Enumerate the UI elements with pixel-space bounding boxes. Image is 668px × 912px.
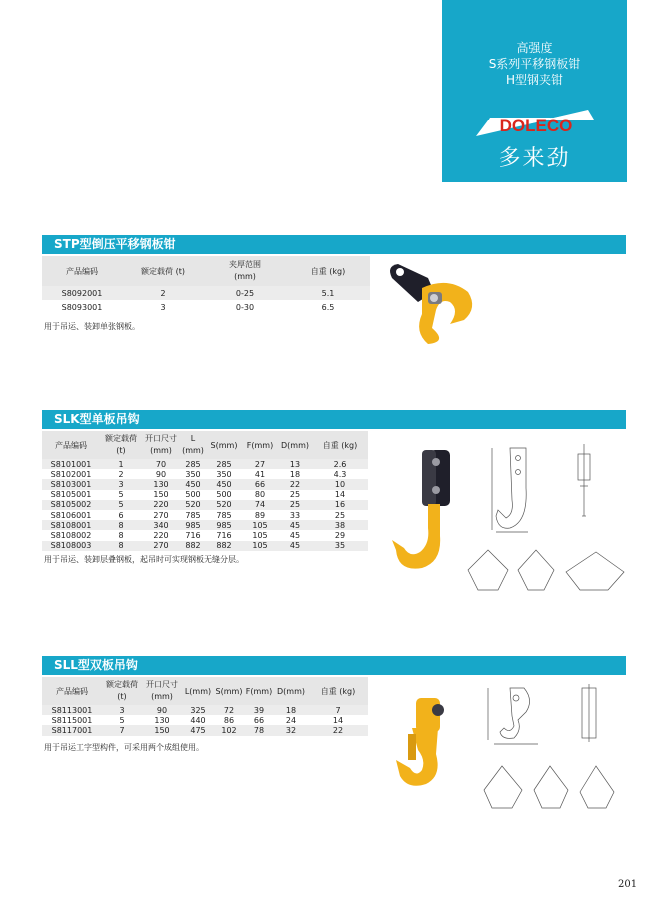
- col-header: 产品编码: [42, 256, 122, 286]
- cell: 90: [142, 705, 182, 715]
- col-header: S(mm): [206, 431, 242, 459]
- cell: 8: [100, 520, 142, 530]
- cell: 716: [180, 530, 206, 540]
- col-header: F(mm): [244, 677, 274, 705]
- cell: 16: [312, 500, 368, 510]
- cell: 150: [142, 490, 180, 500]
- col-header: 自重 (kg): [312, 431, 368, 459]
- table-row: [42, 479, 368, 489]
- col-header: D(mm): [274, 677, 308, 705]
- cell: 14: [312, 490, 368, 500]
- cell: 325: [182, 705, 214, 715]
- cell: 78: [244, 725, 274, 735]
- table-row: [42, 510, 368, 520]
- cell: S8115001: [42, 715, 102, 725]
- cell: 66: [244, 715, 274, 725]
- col-header: 夹厚范围 (mm): [204, 256, 286, 286]
- slk-note: 用于吊运、装卸层叠钢板，起吊时可实现钢板无缝分层。: [44, 555, 244, 564]
- cell: 8: [100, 530, 142, 540]
- cell: 520: [206, 500, 242, 510]
- cell: 985: [206, 520, 242, 530]
- cell: 0-30: [204, 300, 286, 314]
- cell: 5: [100, 490, 142, 500]
- cell: 350: [206, 469, 242, 479]
- cell: 130: [142, 479, 180, 489]
- cell: 3: [100, 479, 142, 489]
- cell: 785: [206, 510, 242, 520]
- stp-clamp-photo: [388, 258, 498, 348]
- cell: 150: [142, 725, 182, 735]
- col-header: 开口尺寸 (mm): [142, 431, 180, 459]
- cell: 18: [274, 705, 308, 715]
- cell: 7: [308, 705, 368, 715]
- cell: 35: [312, 541, 368, 551]
- cell: 450: [206, 479, 242, 489]
- cell: 38: [312, 520, 368, 530]
- cell: 5: [102, 715, 142, 725]
- cell: S8108003: [42, 541, 100, 551]
- col-header: F(mm): [242, 431, 278, 459]
- header-line-2: S系列平移钢板钳: [488, 57, 581, 71]
- cell: 270: [142, 510, 180, 520]
- cell: 3: [122, 300, 204, 314]
- cell: 33: [278, 510, 312, 520]
- cell: 45: [278, 541, 312, 551]
- cell: S8103001: [42, 479, 100, 489]
- cell: 105: [242, 530, 278, 540]
- cell: 716: [206, 530, 242, 540]
- cell: S8108001: [42, 520, 100, 530]
- cell: 70: [142, 459, 180, 469]
- table-row: [42, 286, 370, 300]
- cell: 340: [142, 520, 180, 530]
- cell: 22: [308, 725, 368, 735]
- cell: 72: [214, 705, 244, 715]
- cell: 29: [312, 530, 368, 540]
- sll-spec-table: [42, 677, 368, 736]
- cell: 105: [242, 541, 278, 551]
- table-row: [42, 705, 368, 715]
- sll-technical-drawing: [478, 680, 628, 820]
- cell: 882: [180, 541, 206, 551]
- table-row: [42, 725, 368, 735]
- cell: S8105001: [42, 490, 100, 500]
- cell: 90: [142, 469, 180, 479]
- slk-technical-drawing: [488, 440, 628, 600]
- cell: 2.6: [312, 459, 368, 469]
- cell: 2: [122, 286, 204, 300]
- cell: S8105002: [42, 500, 100, 510]
- cell: 3: [102, 705, 142, 715]
- stp-note: 用于吊运、装卸单张钢板。: [44, 322, 140, 331]
- sll-note: 用于吊运工字型构件，可采用两个成组使用。: [44, 743, 204, 752]
- cell: 475: [182, 725, 214, 735]
- cell: S8108002: [42, 530, 100, 540]
- table-row: [42, 459, 368, 469]
- cell: 350: [180, 469, 206, 479]
- col-header: 额定载荷 (t): [100, 431, 142, 459]
- cell: 27: [242, 459, 278, 469]
- cell: 220: [142, 530, 180, 540]
- cell: 520: [180, 500, 206, 510]
- col-header: 自重 (kg): [286, 256, 370, 286]
- cell: 89: [242, 510, 278, 520]
- cell: 24: [274, 715, 308, 725]
- cell: 14: [308, 715, 368, 725]
- cell: 2: [100, 469, 142, 479]
- col-header: L(mm): [182, 677, 214, 705]
- sll-hook-photo: [386, 694, 466, 794]
- cell: S8102001: [42, 469, 100, 479]
- table-row: [42, 541, 368, 551]
- stp-spec-table: [42, 256, 370, 314]
- doleco-logo: [476, 110, 594, 136]
- cell: 41: [242, 469, 278, 479]
- cell: 32: [274, 725, 308, 735]
- cell: 45: [278, 520, 312, 530]
- col-header: 自重 (kg): [308, 677, 368, 705]
- cell: 45: [278, 530, 312, 540]
- cell: S8101001: [42, 459, 100, 469]
- slk-spec-table: [42, 431, 368, 551]
- cell: 130: [142, 715, 182, 725]
- cell: S8106001: [42, 510, 100, 520]
- cell: 80: [242, 490, 278, 500]
- cell: 985: [180, 520, 206, 530]
- table-row: [42, 469, 368, 479]
- cell: 6: [100, 510, 142, 520]
- header-line-3: H型钢夹钳: [505, 73, 564, 87]
- brand-chinese-name: 多来劲: [498, 146, 571, 171]
- cell: S8113001: [42, 705, 102, 715]
- col-header: S(mm): [214, 677, 244, 705]
- section-title-sll: SLL型双板吊钩: [42, 656, 626, 675]
- table-row: [42, 500, 368, 510]
- cell: S8117001: [42, 725, 102, 735]
- cell: 6.5: [286, 300, 370, 314]
- cell: 10: [312, 479, 368, 489]
- cell: 450: [180, 479, 206, 489]
- table-row: [42, 715, 368, 725]
- col-header: L (mm): [180, 431, 206, 459]
- brand-box: [442, 0, 627, 182]
- cell: 285: [206, 459, 242, 469]
- cell: 102: [214, 725, 244, 735]
- table-row: [42, 530, 368, 540]
- cell: 5: [100, 500, 142, 510]
- col-header: 产品编码: [42, 677, 102, 705]
- cell: 22: [278, 479, 312, 489]
- cell: 220: [142, 500, 180, 510]
- cell: S8092001: [42, 286, 122, 300]
- table-row: [42, 300, 370, 314]
- cell: 18: [278, 469, 312, 479]
- table-row: [42, 490, 368, 500]
- section-title-slk: SLK型单板吊钩: [42, 410, 626, 429]
- cell: 25: [312, 510, 368, 520]
- page-number: 201: [618, 879, 638, 890]
- table-row: [42, 520, 368, 530]
- header-line-1: 高强度: [516, 41, 553, 55]
- cell: 4.3: [312, 469, 368, 479]
- cell: 0-25: [204, 286, 286, 300]
- cell: 440: [182, 715, 214, 725]
- cell: 785: [180, 510, 206, 520]
- col-header: 产品编码: [42, 431, 100, 459]
- cell: 39: [244, 705, 274, 715]
- cell: 5.1: [286, 286, 370, 300]
- cell: 8: [100, 541, 142, 551]
- cell: 882: [206, 541, 242, 551]
- cell: 285: [180, 459, 206, 469]
- cell: S8093001: [42, 300, 122, 314]
- cell: 74: [242, 500, 278, 510]
- section-title-stp: STP型倒压平移钢板钳: [42, 235, 626, 254]
- cell: 500: [206, 490, 242, 500]
- cell: 500: [180, 490, 206, 500]
- cell: 105: [242, 520, 278, 530]
- col-header: 开口尺寸 (mm): [142, 677, 182, 705]
- slk-hook-photo: [384, 444, 464, 574]
- cell: 13: [278, 459, 312, 469]
- cell: 25: [278, 490, 312, 500]
- col-header: D(mm): [278, 431, 312, 459]
- cell: 66: [242, 479, 278, 489]
- logo-text: DOLECO: [499, 116, 573, 135]
- cell: 25: [278, 500, 312, 510]
- cell: 270: [142, 541, 180, 551]
- cell: 7: [102, 725, 142, 735]
- col-header: 额定载荷 (t): [102, 677, 142, 705]
- cell: 86: [214, 715, 244, 725]
- col-header: 额定载荷 (t): [122, 256, 204, 286]
- cell: 1: [100, 459, 142, 469]
